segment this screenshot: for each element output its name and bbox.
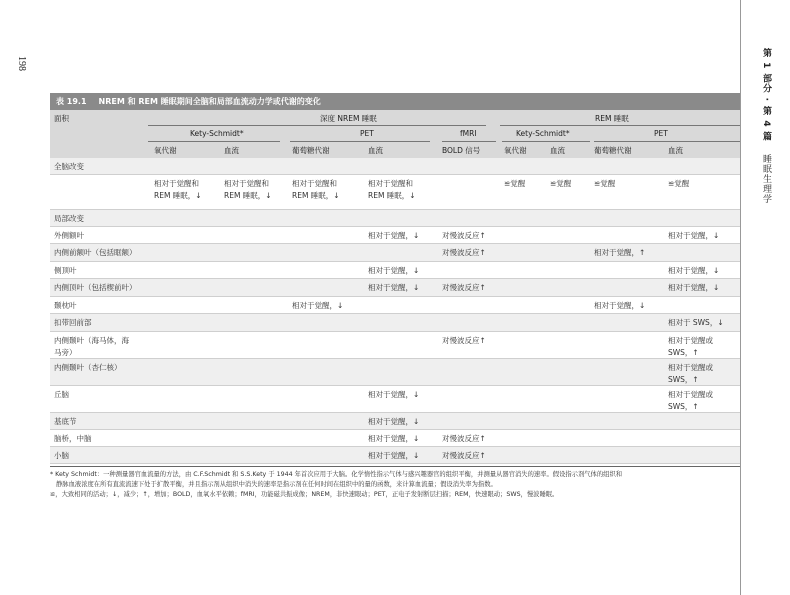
group-rem-header: REM 睡眠	[595, 114, 629, 123]
sub-pet1-header: PET	[360, 129, 374, 138]
global-cell-f: ≌觉醒	[550, 179, 572, 188]
global-cell-e: ≌觉醒	[504, 179, 526, 188]
col-c4-header: 血流	[368, 146, 383, 155]
region-name: 内侧颞叶（杏仁核）	[54, 363, 122, 372]
global-row	[50, 175, 740, 210]
cell-fmri-bold: 对慢波反应↑	[442, 248, 486, 257]
group-nrem-header: 深度 NREM 睡眠	[320, 114, 377, 123]
cell-glucose: 相对于觉醒，↓	[292, 301, 344, 310]
data-table	[50, 93, 740, 464]
cell-nrem-pet-flow: 相对于觉醒，↓	[368, 417, 420, 426]
table-row	[50, 244, 740, 262]
cell-rem-pet-flow: 相对于觉醒或 SWS，↑	[668, 336, 713, 357]
cell-nrem-pet-flow: 相对于觉醒，↓	[368, 231, 420, 240]
region-name: 颞枕叶	[54, 301, 77, 310]
cell-fmri-bold: 对慢波反应↑	[442, 283, 486, 292]
global-cell-h: ≌觉醒	[668, 179, 690, 188]
cell-nrem-pet-flow: 相对于觉醒，↓	[368, 434, 420, 443]
cell-fmri-bold: 对慢波反应↑	[442, 451, 486, 460]
table-row	[50, 413, 740, 430]
table-row	[50, 297, 740, 314]
header-row-1	[50, 110, 740, 126]
section-local	[50, 210, 740, 227]
col-area-header: 面积	[54, 114, 69, 123]
footnote-1b: 静脉血液浓度在所有直流流速下处于扩散平衡，并且指示剂从组织中消失的速率是指示剂在任何时间在组织中的量的函数，来计算血流量；假设消失率为指数。	[56, 481, 497, 488]
cell-nrem-pet-flow: 相对于觉醒，↓	[368, 266, 420, 275]
region-name: 内侧顶叶（包括楔前叶）	[54, 283, 137, 292]
table-row	[50, 262, 740, 279]
cell-rem-glucose: 相对于觉醒，↓	[594, 301, 646, 310]
cell-rem-pet-flow: 相对于 SWS，↓	[668, 318, 724, 327]
region-name: 内侧颞叶（海马体，海 马旁）	[54, 336, 129, 357]
section-label: 全脑改变	[54, 162, 84, 171]
side-header-section: 睡眠生理学	[761, 154, 771, 205]
table-row	[50, 430, 740, 447]
footnote-2: ≌，大致相同的活动；↓，减少；↑，增加；BOLD，血氧水平依赖；fMRI，功能磁共振成像；NREM，非快速眼动；PET，正电子发射断层扫描；REM，快速眼动；SWS，慢波睡眠。	[50, 491, 559, 498]
cell-nrem-pet-flow: 相对于觉醒，↓	[368, 283, 420, 292]
sub-fmri-header: fMRI	[460, 129, 477, 138]
table-title: NREM 和 REM 睡眠期间全脑和局部血流动力学或代谢的变化	[98, 97, 321, 106]
cell-rem-pet-flow: 相对于觉醒，↓	[668, 283, 720, 292]
col-c7-header: 血流	[550, 146, 565, 155]
region-name: 脑桥，中脑	[54, 434, 92, 443]
side-divider	[740, 0, 741, 595]
section-global	[50, 158, 740, 175]
cell-fmri-bold: 对慢波反应↑	[442, 434, 486, 443]
footnote-1: * Kety Schmidt：一种测量器官血流量的方法，由 C.F.Schmidt 和 S.S.Kety 于 1944 年首次应用于大脑。化学惰性指示气体与感兴趣器官的组织平衡，并测量从器官消失的速率。假设指示剂气体的组织和	[50, 471, 623, 478]
page-number: 198	[16, 56, 27, 71]
table-title-bar	[50, 93, 740, 110]
table-header	[50, 110, 740, 158]
global-cell-b: 相对于觉醒和 REM 睡眠，↓	[224, 179, 272, 200]
table-row	[50, 386, 740, 413]
sub-pet2-header: PET	[654, 129, 668, 138]
footnotes	[50, 470, 740, 500]
table-number: 表 19.1	[56, 97, 87, 106]
col-c2-header: 血流	[224, 146, 239, 155]
table-row	[50, 227, 740, 244]
cell-rem-pet-flow: 相对于觉醒，↓	[668, 231, 720, 240]
col-c5-header: BOLD 信号	[442, 146, 481, 155]
cell-nrem-pet-flow: 相对于觉醒，↓	[368, 390, 420, 399]
cell-fmri-bold: 对慢波反应↑	[442, 336, 486, 345]
table-row	[50, 447, 740, 464]
region-name: 小脑	[54, 451, 69, 460]
region-name: 丘脑	[54, 390, 69, 399]
table-row	[50, 279, 740, 297]
side-header	[760, 48, 773, 204]
sub-ks1-header: Kety-Schmidt*	[190, 129, 244, 138]
col-c8-header: 葡萄糖代谢	[594, 146, 632, 155]
global-cell-a: 相对于觉醒和 REM 睡眠，↓	[154, 179, 202, 200]
header-row-3	[50, 142, 740, 158]
global-cell-g: ≌觉醒	[594, 179, 616, 188]
cell-rem-pet-flow: 相对于觉醒或 SWS，↑	[668, 363, 713, 384]
section-label: 局部改变	[54, 214, 84, 223]
sub-ks2-header: Kety-Schmidt*	[516, 129, 570, 138]
table-body	[50, 158, 740, 464]
col-c9-header: 血流	[668, 146, 683, 155]
table-row	[50, 314, 740, 332]
table-row	[50, 359, 740, 386]
table-row	[50, 332, 740, 359]
region-name: 基底节	[54, 417, 77, 426]
cell-nrem-pet-flow: 相对于觉醒，↓	[368, 451, 420, 460]
cell-rem-glucose: 相对于觉醒，↑	[594, 248, 646, 257]
global-cell-c: 相对于觉醒和 REM 睡眠，↓	[292, 179, 340, 200]
side-header-part: 第 1 部分 · 第 4 篇	[761, 48, 771, 142]
region-name: 外侧额叶	[54, 231, 84, 240]
table-bottom-rule	[50, 466, 740, 467]
cell-fmri-bold: 对慢波反应↑	[442, 231, 486, 240]
cell-rem-pet-flow: 相对于觉醒，↓	[668, 266, 720, 275]
col-c6-header: 氧代谢	[504, 146, 527, 155]
col-c3-header: 葡萄糖代谢	[292, 146, 330, 155]
region-name: 内侧前额叶（包括眶额）	[54, 248, 137, 257]
global-cell-d: 相对于觉醒和 REM 睡眠，↓	[368, 179, 416, 200]
header-row-2	[50, 126, 740, 142]
region-name: 侧顶叶	[54, 266, 77, 275]
local-rows	[50, 227, 740, 464]
region-name: 扣带回前部	[54, 318, 92, 327]
cell-rem-pet-flow: 相对于觉醒或 SWS，↑	[668, 390, 713, 411]
col-c1-header: 氧代谢	[154, 146, 177, 155]
